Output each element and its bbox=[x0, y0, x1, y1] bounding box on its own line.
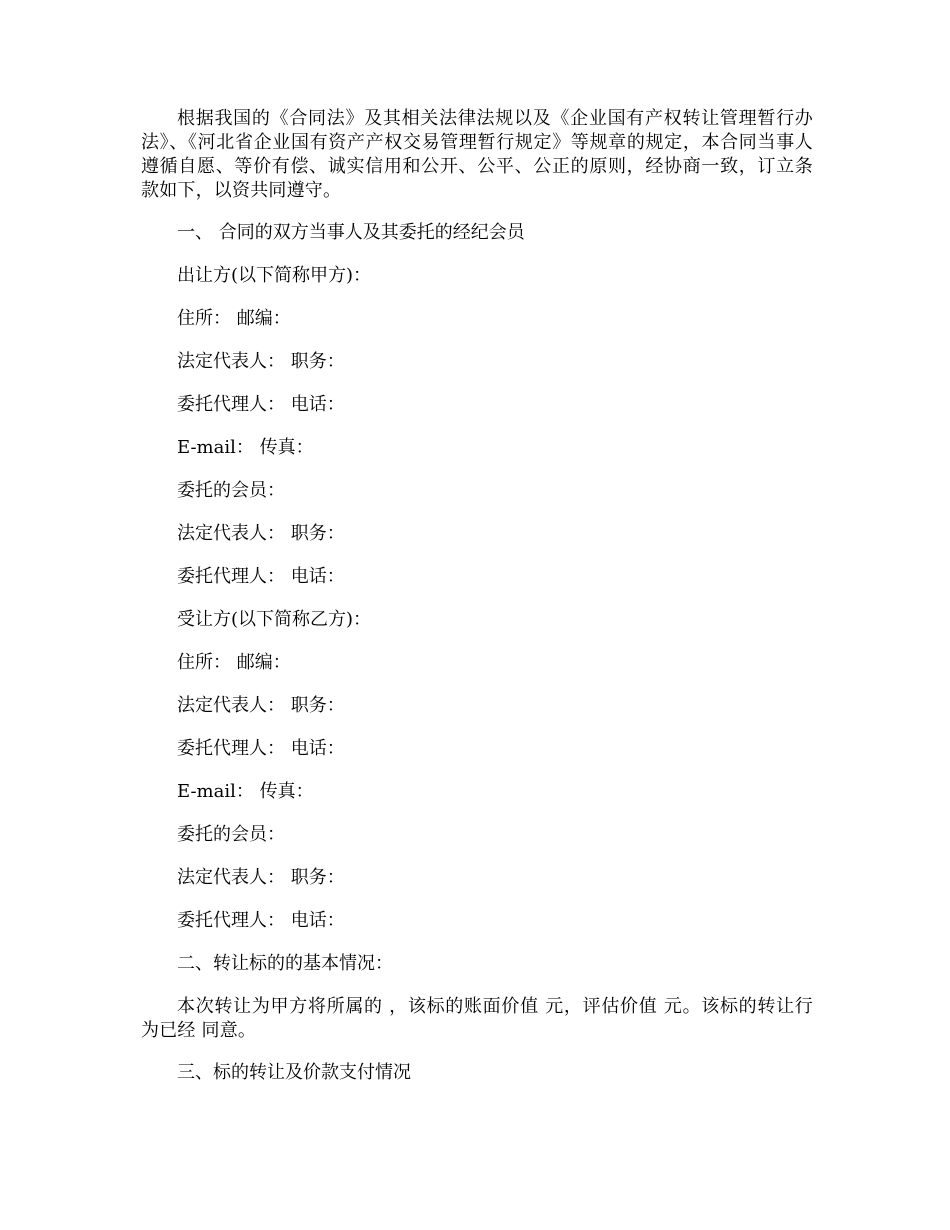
section-1-title: 一、 合同的双方当事人及其委托的经纪会员 bbox=[177, 222, 525, 243]
party-a-email-line: E-mail： 传真： bbox=[177, 437, 314, 458]
section-3-title: 三、标的转让及价款支付情况 bbox=[177, 1062, 411, 1083]
party-b-address-line: 住所： 邮编： bbox=[177, 652, 291, 673]
party-a-member-legal-rep-line: 法定代表人： 职务： bbox=[177, 523, 345, 544]
section-2-title: 二、转让标的的基本情况： bbox=[177, 953, 393, 974]
party-a-legal-rep-line: 法定代表人： 职务： bbox=[177, 351, 345, 372]
party-a-heading: 出让方(以下简称甲方)： bbox=[177, 265, 372, 286]
party-a-address-line: 住所： 邮编： bbox=[177, 308, 291, 329]
section-2-body: 本次转让为甲方将所属的 ，该标的账面价值 元，评估价值 元。该标的转让行为已经 同意。 bbox=[141, 996, 813, 1041]
party-b-email-line: E-mail： 传真： bbox=[177, 781, 314, 802]
party-b-agent-line: 委托代理人： 电话： bbox=[177, 738, 345, 759]
party-b-heading: 受让方(以下简称乙方)： bbox=[177, 609, 372, 630]
party-b-member-legal-rep-line: 法定代表人： 职务： bbox=[177, 867, 345, 888]
party-a-agent-line: 委托代理人： 电话： bbox=[177, 394, 345, 415]
party-a-member-heading: 委托的会员： bbox=[177, 480, 285, 501]
party-b-legal-rep-line: 法定代表人： 职务： bbox=[177, 695, 345, 716]
document-content bbox=[141, 107, 813, 1104]
party-a-member-agent-line: 委托代理人： 电话： bbox=[177, 566, 345, 587]
party-b-member-agent-line: 委托代理人： 电话： bbox=[177, 910, 345, 931]
intro-paragraph: 根据我国的《合同法》及其相关法律法规以及《企业国有产权转让管理暂行办法》、《河北省企业国有资产产权交易管理暂行规定》等规章的规定，本合同当事人遵循自愿、等价有偿、诚实信用和公开、公平、公正的原则，经协商一致，订立条款如下，以资共同遵守。 bbox=[141, 108, 813, 201]
party-b-member-heading: 委托的会员： bbox=[177, 824, 285, 845]
